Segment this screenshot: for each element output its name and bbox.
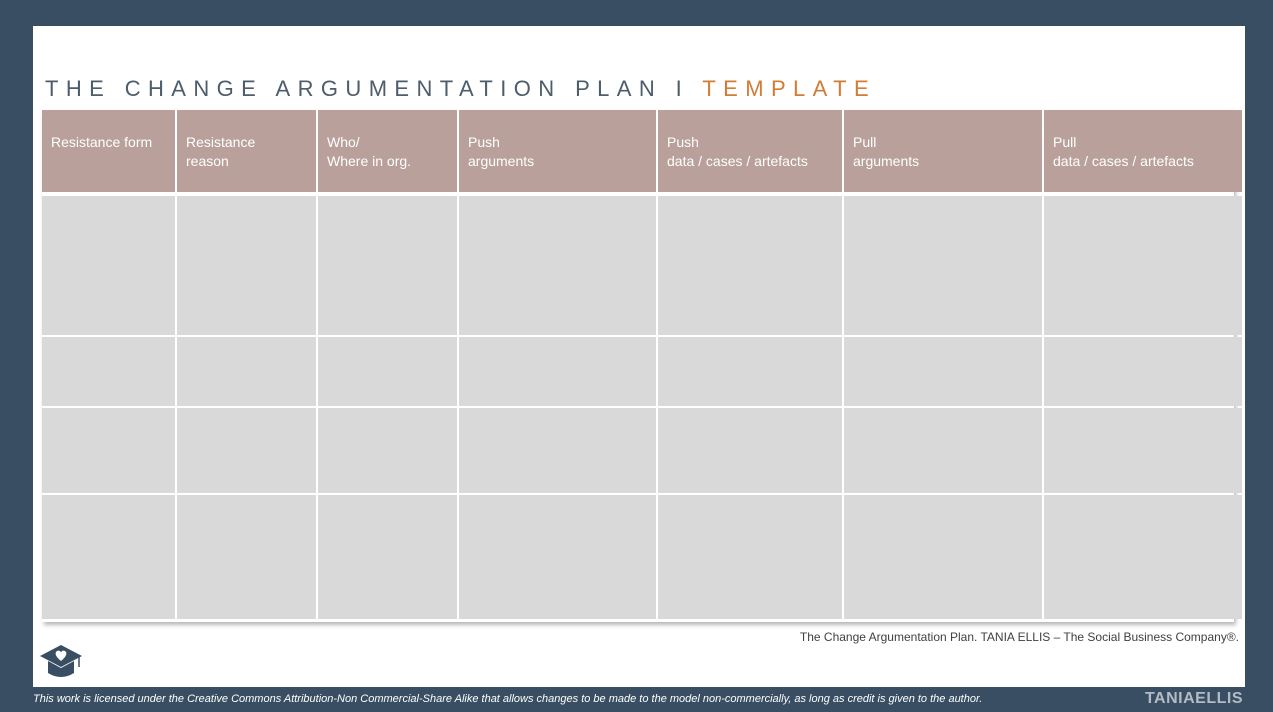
brand-logo: TANIAELLIS: [1144, 690, 1243, 707]
column-header-line1: Push: [667, 134, 699, 150]
table-cell[interactable]: [318, 408, 457, 493]
table-cell[interactable]: [177, 196, 316, 335]
column-header: [658, 110, 842, 192]
column-header: [42, 110, 175, 192]
page-title: [45, 76, 876, 102]
column-header: [1044, 110, 1242, 192]
column-header-line1: Who/: [327, 134, 360, 150]
table-cell[interactable]: [658, 408, 842, 493]
table-cell[interactable]: [177, 495, 316, 619]
table-cell[interactable]: [459, 408, 656, 493]
table-cell[interactable]: [844, 337, 1042, 406]
column-header-line1: Pull: [1053, 134, 1077, 150]
table-cell[interactable]: [658, 196, 842, 335]
credit-text: The Change Argumentation Plan. TANIA ELLIS – The Social Business Company®.: [799, 630, 1239, 644]
table-cell[interactable]: [459, 196, 656, 335]
table-cell[interactable]: [459, 337, 656, 406]
table-cell[interactable]: [42, 196, 175, 335]
column-header-line2: data / cases / artefacts: [667, 153, 808, 169]
column-header: [177, 110, 316, 192]
table-cell[interactable]: [1044, 196, 1242, 335]
column-header-line1: Push: [468, 134, 500, 150]
column-header-line1: Pull: [853, 134, 877, 150]
column-header-line2: Where in org.: [327, 153, 412, 169]
table-cell[interactable]: [1044, 495, 1242, 619]
license-text: This work is licensed under the Creative Commons Attribution-Non Commercial-Share Alike that allows changes to be made to the model non-commercially, as long as credit is given to the author.: [33, 693, 983, 705]
column-header: [318, 110, 457, 192]
column-header-line1: Resistance form: [51, 134, 153, 150]
column-header-line2: reason: [186, 153, 229, 169]
table-cell[interactable]: [459, 495, 656, 619]
table-cell[interactable]: [1044, 408, 1242, 493]
table-cell[interactable]: [658, 495, 842, 619]
table-cell[interactable]: [177, 337, 316, 406]
column-header: [459, 110, 656, 192]
argumentation-table: [42, 110, 1234, 622]
table-cell[interactable]: [1044, 337, 1242, 406]
table-cell[interactable]: [844, 495, 1042, 619]
column-header: [844, 110, 1042, 192]
table-cell[interactable]: [42, 337, 175, 406]
column-header-line2: arguments: [853, 153, 920, 169]
table-cell[interactable]: [318, 495, 457, 619]
table-cell[interactable]: [42, 408, 175, 493]
table-cell[interactable]: [177, 408, 316, 493]
table-cell[interactable]: [844, 408, 1042, 493]
column-header-line2: data / cases / artefacts: [1053, 153, 1194, 169]
column-header-line1: Resistance: [186, 134, 256, 150]
table-cell[interactable]: [42, 495, 175, 619]
table-cell[interactable]: [844, 196, 1042, 335]
table-cell[interactable]: [318, 196, 457, 335]
title-accent: TEMPLATE: [702, 76, 877, 101]
column-header-line2: arguments: [468, 153, 535, 169]
table-cell[interactable]: [658, 337, 842, 406]
table-cell[interactable]: [318, 337, 457, 406]
graduation-cap-heart-icon: [39, 643, 83, 681]
slide: [33, 26, 1245, 687]
title-main: THE CHANGE ARGUMENTATION PLAN I: [45, 76, 690, 101]
